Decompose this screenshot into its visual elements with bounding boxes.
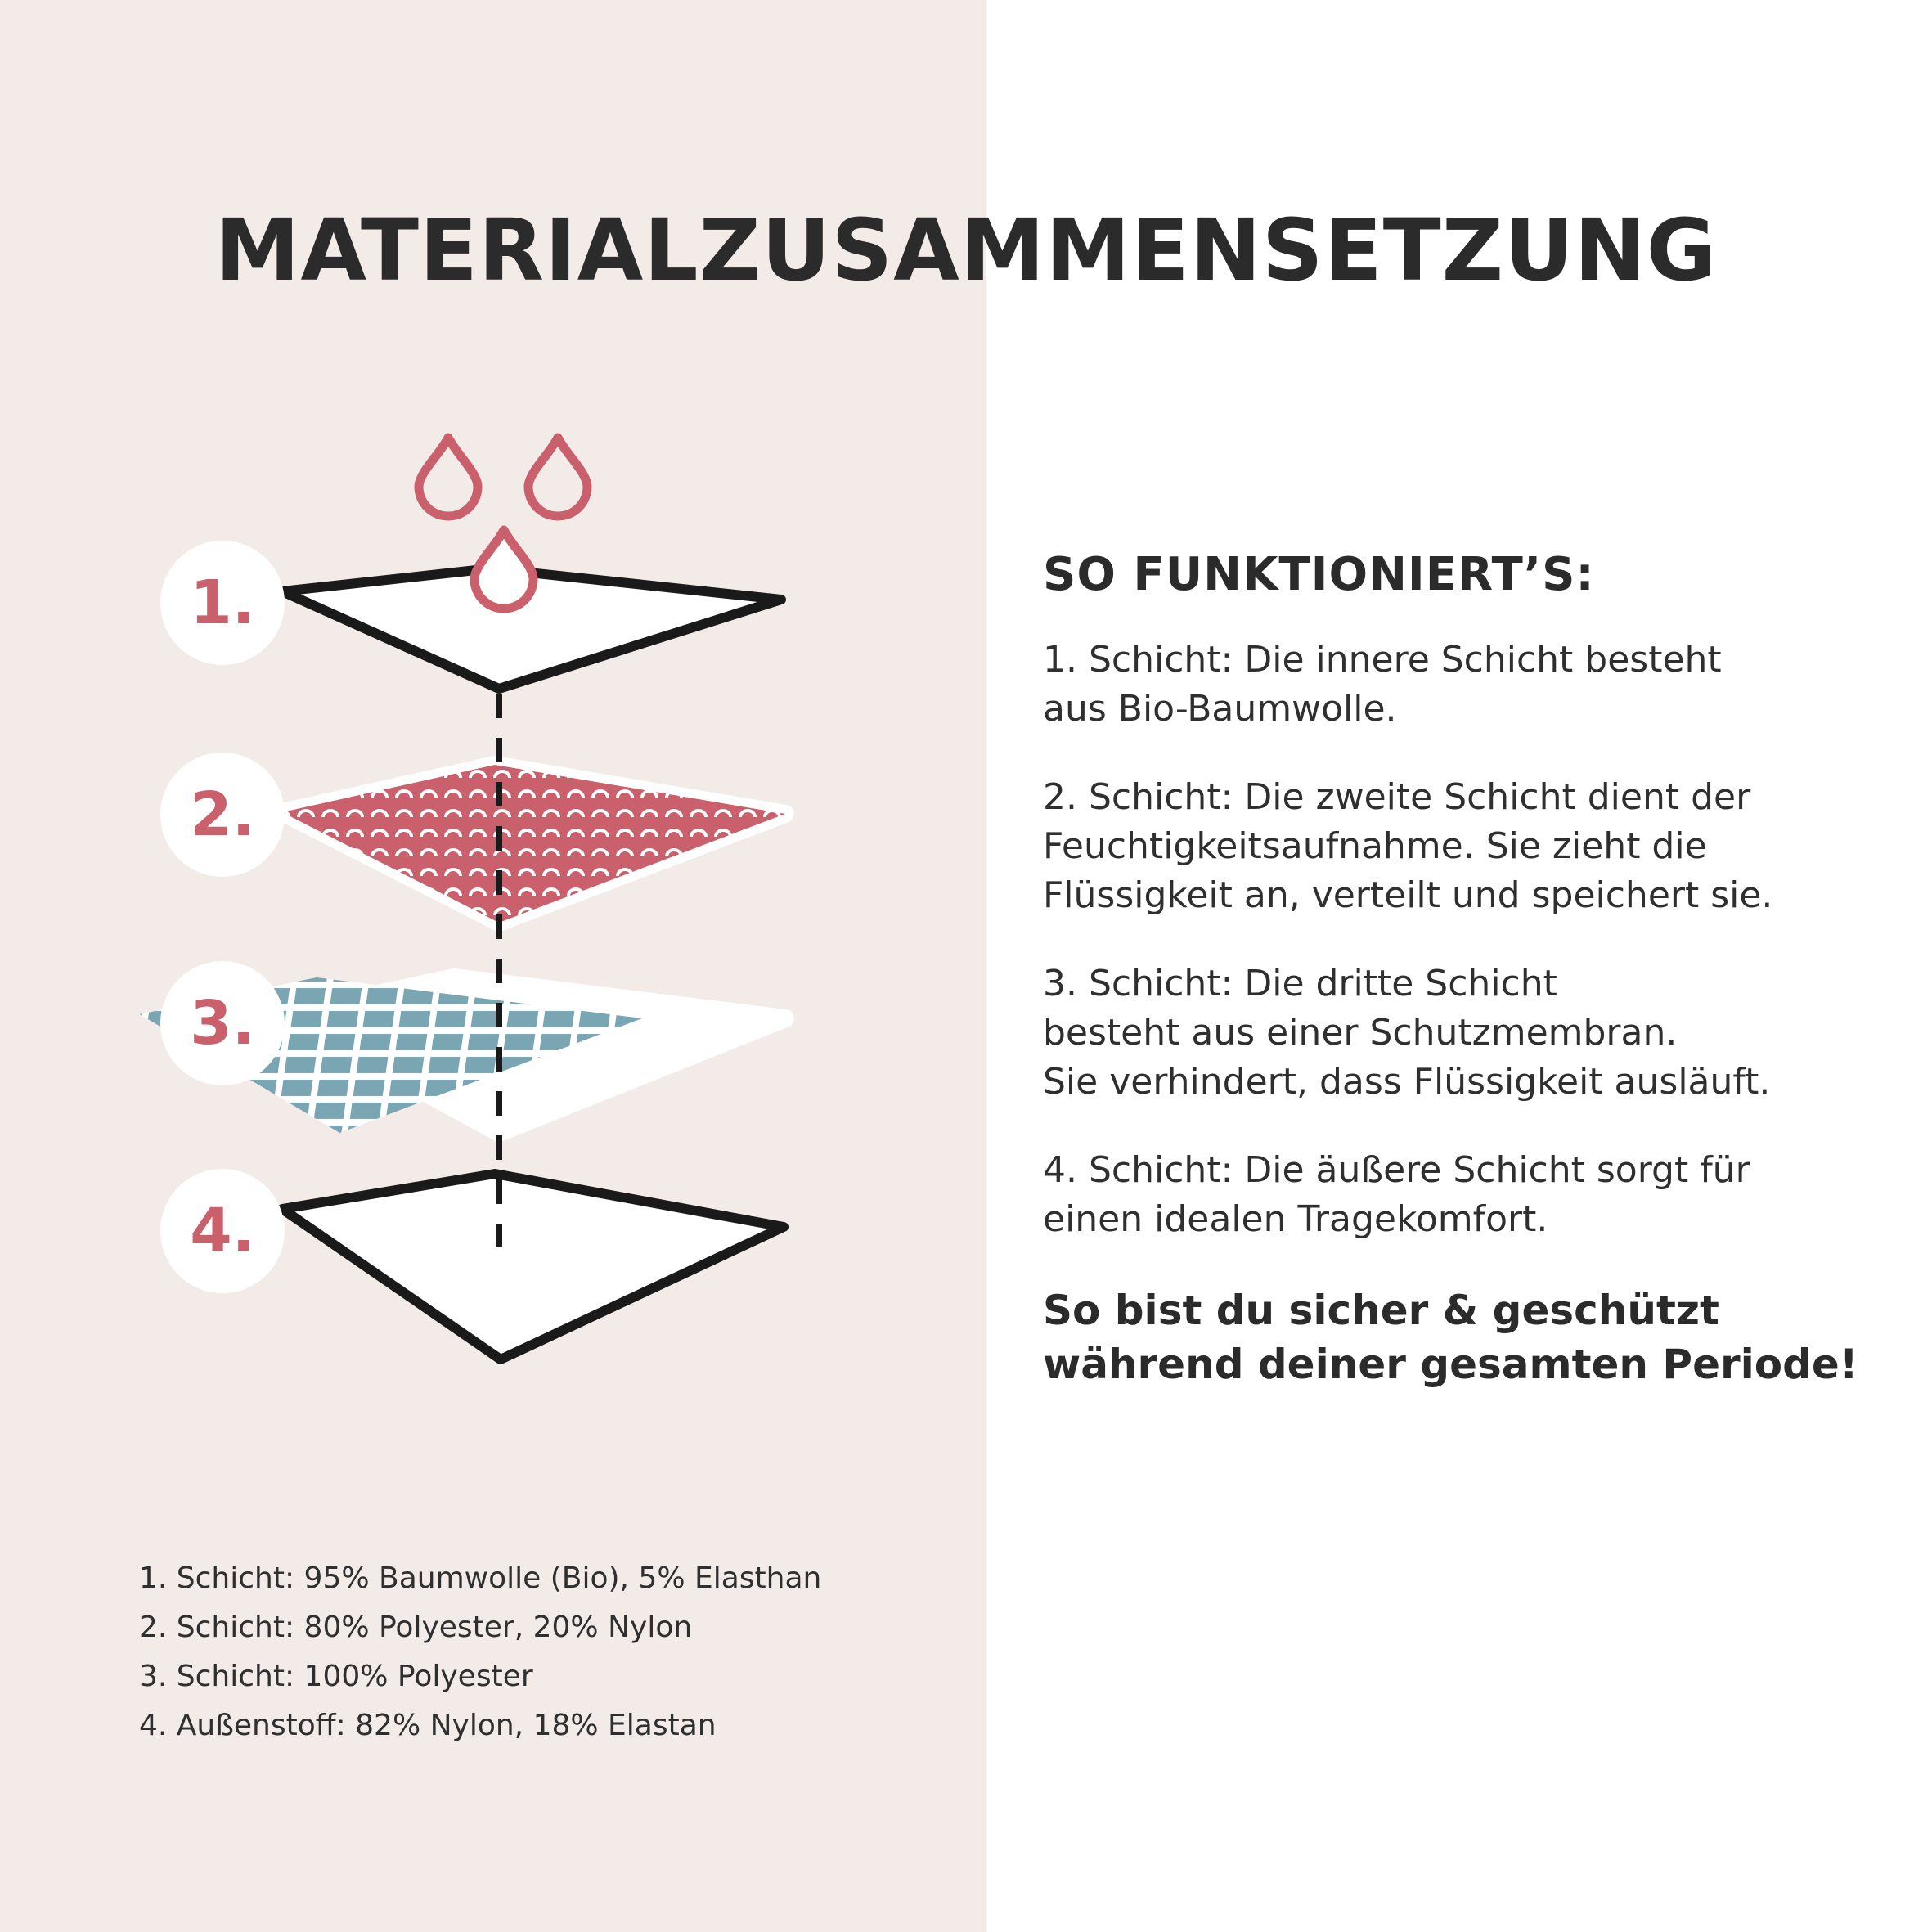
how-it-works-heading: SO FUNKTIONIERT’S: [1043,548,1595,601]
composition-item: 3. Schicht: 100% Polyester [139,1660,533,1693]
water-drop-icon [419,438,478,516]
layer-3-badge: 3. [160,961,285,1085]
how-it-works-section [1043,548,1861,1432]
layer-4-shape [282,1174,784,1359]
page-title: MATERIALZUSAMMENSETZUNG [215,200,1717,300]
composition-item: 2. Schicht: 80% Polyester, 20% Nylon [139,1611,693,1644]
layer-4-badge: 4. [160,1169,285,1293]
step-1: 1. Schicht: Die innere Schicht besteht aus Bio-Baumwolle. [1043,639,1722,730]
layer-illustration [0,0,986,1472]
water-drop-icon [528,438,587,516]
step-4: 4. Schicht: Die äußere Schicht sorgt für einen idealen Tragekomfort. [1043,1149,1750,1240]
step-2: 2. Schicht: Die zweite Schicht dient der Feuchtigkeitsaufnahme. Sie zieht die Flüssigkeit an, verteilt und speichert sie. [1043,776,1773,916]
layer-2-badge: 2. [160,753,285,877]
step-3: 3. Schicht: Die dritte Schicht besteht aus einer Schutzmembran. Sie verhindert, dass Flüssigkeit ausläuft. [1043,963,1771,1103]
water-drop-icon [474,530,533,609]
material-composition-list [139,1554,821,1750]
composition-item: 4. Außenstoff: 82% Nylon, 18% Elastan [139,1709,717,1742]
composition-item: 1. Schicht: 95% Baumwolle (Bio), 5% Elasthan [139,1561,822,1595]
layer-1-badge: 1. [160,541,285,665]
closing-statement: So bist du sicher & geschützt während deiner gesamten Periode! [1043,1287,1858,1388]
